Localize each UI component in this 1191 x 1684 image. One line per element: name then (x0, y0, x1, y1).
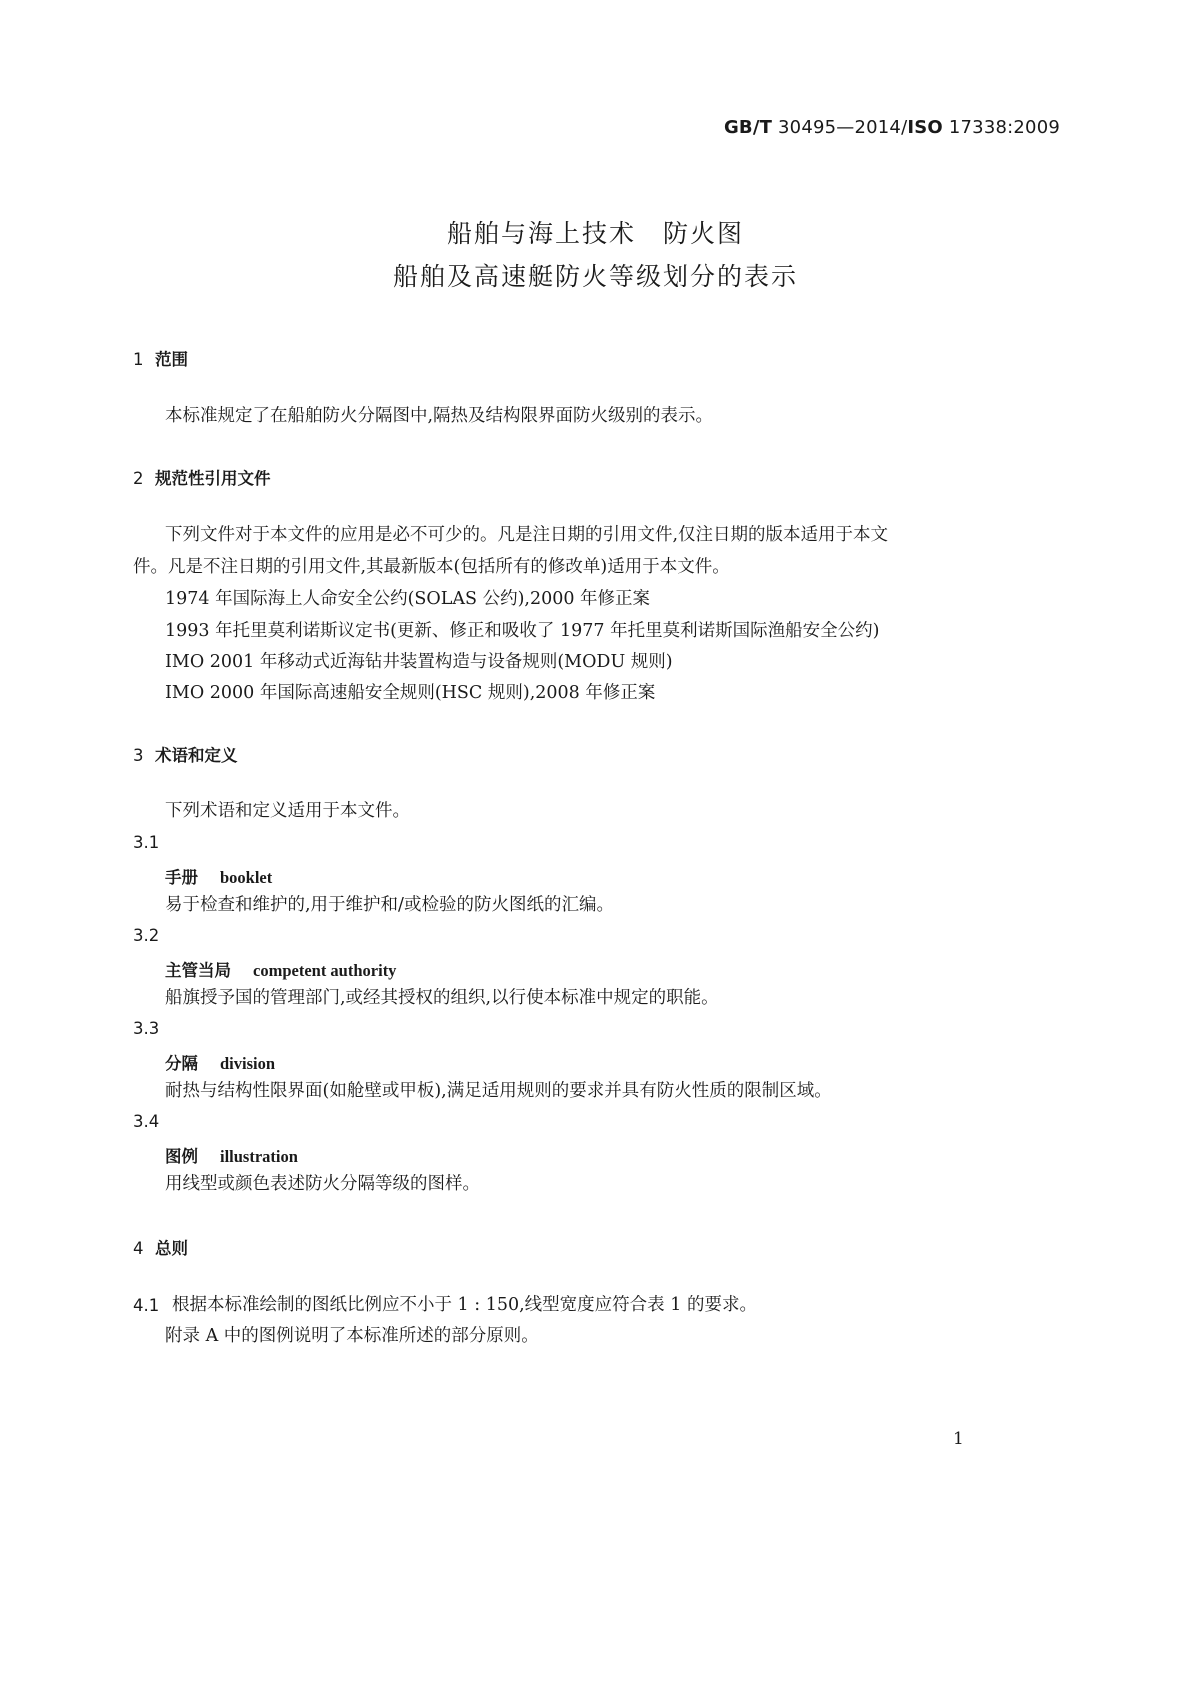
refs-intro-line2: 件。凡是不注日期的引用文件,其最新版本(包括所有的修改单)适用于本文件。 (133, 557, 730, 577)
term-number: 3.1 (133, 833, 160, 852)
term-definition: 用线型或颜色表述防火分隔等级的图样。 (165, 1174, 480, 1194)
clause-number: 4.1 (133, 1296, 160, 1315)
section-heading-terms: 3 术语和定义 (133, 746, 238, 765)
section-heading-general: 4 总则 (133, 1239, 188, 1258)
term-definition: 耐热与结构性限界面(如舱壁或甲板),满足适用规则的要求并具有防火性质的限制区域。 (165, 1081, 832, 1101)
standard-code: GB/T 30495—2014/ISO 17338:2009 (723, 117, 1060, 138)
clause-text: 根据本标准绘制的图纸比例应不小于 1 : 150,线型宽度应符合表 1 的要求。 (172, 1295, 757, 1315)
section-heading-normative-refs: 2 规范性引用文件 (133, 469, 271, 488)
term-entry: 主管当局 competent authority (165, 961, 397, 980)
clause-text-continued: 附录 A 中的图例说明了本标准所述的部分原则。 (165, 1326, 539, 1346)
term-number: 3.4 (133, 1112, 160, 1131)
section-heading-scope: 1 范围 (133, 350, 188, 369)
terms-intro: 下列术语和定义适用于本文件。 (165, 801, 410, 821)
document-title-line1: 船舶与海上技术 防火图 (446, 219, 744, 248)
ref-item: IMO 2001 年移动式近海钻井装置构造与设备规则(MODU 规则) (165, 652, 673, 672)
term-definition: 船旗授予国的管理部门,或经其授权的组织,以行使本标准中规定的职能。 (165, 988, 719, 1008)
page-number: 1 (953, 1429, 964, 1449)
term-definition: 易于检查和维护的,用于维护和/或检验的防火图纸的汇编。 (165, 895, 614, 915)
term-number: 3.3 (133, 1019, 160, 1038)
ref-item: IMO 2000 年国际高速船安全规则(HSC 规则),2008 年修正案 (165, 683, 656, 703)
document-title-line2: 船舶及高速艇防火等级划分的表示 (392, 262, 798, 291)
scope-text: 本标准规定了在船舶防火分隔图中,隔热及结构限界面防火级别的表示。 (165, 406, 714, 426)
ref-item: 1974 年国际海上人命安全公约(SOLAS 公约),2000 年修正案 (165, 589, 651, 609)
ref-item: 1993 年托里莫利诺斯议定书(更新、修正和吸收了 1977 年托里莫利诺斯国际渔船安全公约) (165, 621, 880, 641)
term-entry: 手册 booklet (165, 868, 273, 887)
term-number: 3.2 (133, 926, 160, 945)
refs-intro-line1: 下列文件对于本文件的应用是必不可少的。凡是注日期的引用文件,仅注日期的版本适用于本文 (165, 525, 889, 545)
term-entry: 图例 illustration (165, 1147, 298, 1166)
term-entry: 分隔 division (165, 1054, 276, 1073)
